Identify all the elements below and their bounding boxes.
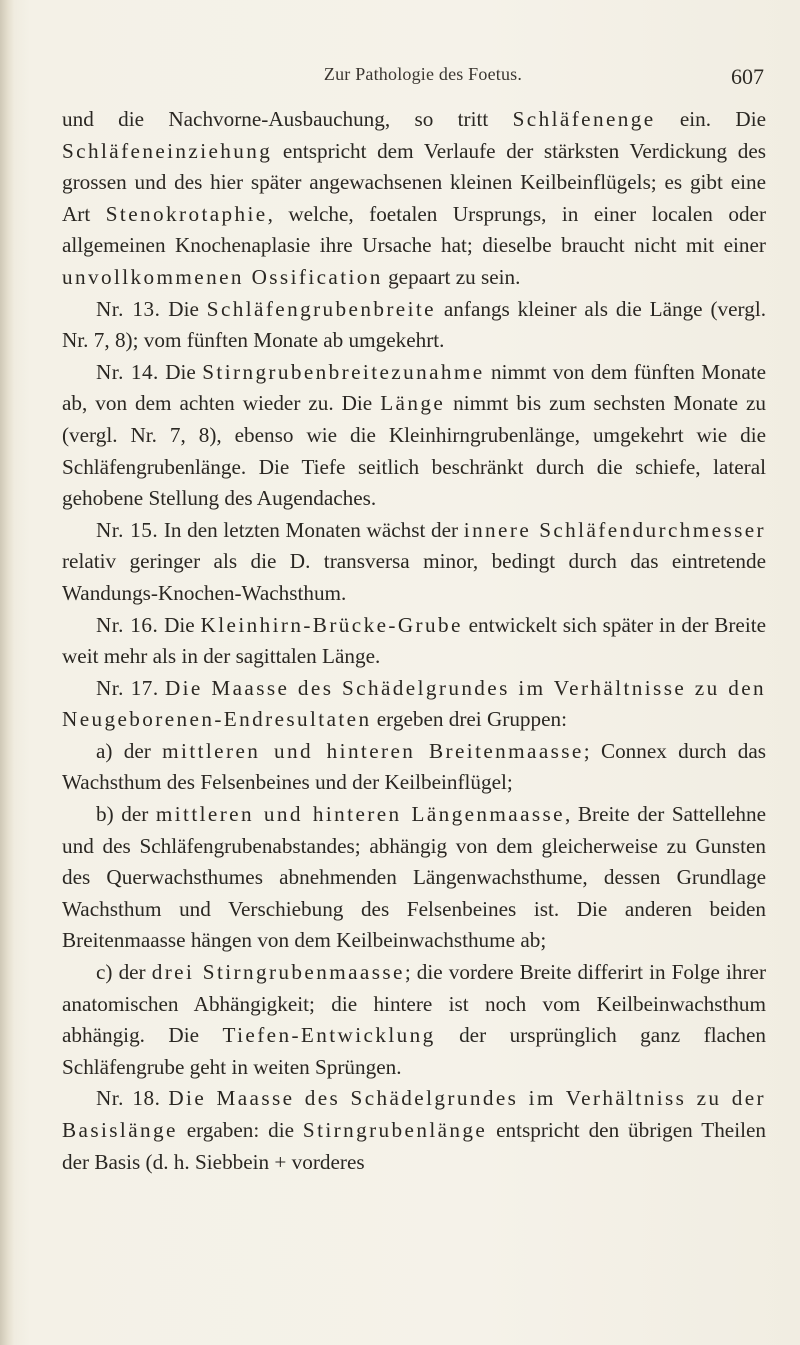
paragraph-nr-15: [62, 515, 766, 610]
text-run: entspricht dem Verlaufe der stärksten Verdickung des grossen und des hier später angewachsenen kleinen Keilbeinflügels; es gibt eine Art: [62, 138, 766, 226]
text-run: relativ geringer als die D. transversa minor, bedingt durch das eintretende Wandungs-Knochen-Wachsthum.: [62, 549, 766, 605]
spaced-emphasis-text: Länge: [380, 391, 446, 416]
text-run: ergaben: die: [177, 1118, 303, 1142]
text-run: , welche, foetalen Ursprungs, in einer localen oder allgemeinen Knochenaplasie ihre Ursache hat; dieselbe braucht nicht mit einer: [62, 201, 766, 258]
text-run: Nr. 14.: [96, 359, 159, 384]
spaced-emphasis-text: Schläfenenge: [512, 107, 656, 131]
text-run: anfangs kleiner als die Länge (vergl. Nr. 7, 8); vom fünften Monate ab umgekehrt.: [62, 296, 766, 353]
running-head: [78, 64, 768, 98]
spaced-emphasis-text: drei Stirngrubenmaasse: [151, 960, 405, 985]
paragraph-item-b: [62, 799, 766, 957]
paragraph-nr-17: [62, 673, 766, 736]
spaced-emphasis-text: Stenokrotaphie: [105, 201, 268, 226]
spaced-emphasis-text: innere Schläfendurchmesser: [463, 517, 766, 542]
text-run: gepaart zu sein.: [382, 264, 521, 289]
text-run: In den letzten Monaten wächst der: [158, 517, 464, 542]
page-number: 607: [731, 64, 764, 89]
text-run: Nr. 15.: [96, 517, 159, 542]
spaced-emphasis-text: Die Maasse des Schädelgrundes im Verhältnisse zu den Neugeborenen-Endresultaten: [62, 675, 766, 732]
text-run: , Breite der Sattellehne und des Schläfengrubenabstandes; abhängig von dem gleicherweise zu Gunsten des Querwachsthumes abnehmenden Längenwachsthume, dessen Grundlage Wachsthum und Verschiebung des Felsenbeines ist. Die anderen beiden Breitenmaasse hängen von dem Keilbeinwachsthume ab;: [62, 802, 766, 953]
spaced-emphasis-text: Stirngrubenbreitezunahme: [202, 359, 485, 384]
text-run: nimmt von dem fünften Monate ab, von dem achten wieder zu. Die: [62, 359, 767, 416]
text-run: entwickelt sich später in der Breite weit mehr als in der sagittalen Länge.: [62, 612, 767, 669]
spaced-emphasis-text: Stirngrubenlänge: [302, 1118, 488, 1142]
spaced-emphasis-text: mittleren und hinteren Längenmaasse: [155, 802, 565, 827]
binding-gutter: [0, 0, 14, 1345]
paragraph-nr-18: [62, 1083, 766, 1178]
text-run: der ursprünglich ganz flachen Schläfengrube geht in weiten Sprüngen.: [62, 1023, 766, 1079]
paragraph-nr-14: [62, 357, 766, 515]
spaced-emphasis-text: mittleren und hinteren Breitenmaasse: [162, 738, 584, 763]
paragraph-nr-16: [62, 610, 766, 673]
text-run: a) der: [96, 738, 163, 763]
spaced-emphasis-text: Die Maasse des Schädelgrundes im Verhältniss zu der Basislänge: [62, 1086, 766, 1142]
spaced-emphasis-text: Tiefen-Entwicklung: [222, 1023, 436, 1048]
text-run: ; die vordere Breite differirt in Folge ihrer anatomischen Abhängigkeit; die hintere ist noch vom Keilbeinwachsthum abhängig. Die: [62, 960, 767, 1048]
text-run: b) der: [96, 802, 156, 827]
text-run: ein. Die: [655, 107, 766, 131]
text-run: Nr. 17.: [96, 675, 159, 700]
text-run: Nr. 13.: [96, 296, 161, 321]
text-run: und die Nachvorne-Ausbauchung, so tritt: [62, 107, 513, 131]
spaced-emphasis-text: unvollkommenen Ossification: [62, 264, 383, 289]
paragraph-continuation: [62, 104, 766, 294]
paragraph-nr-13: [62, 294, 766, 357]
spaced-emphasis-text: Kleinhirn-Brücke-Grube: [200, 612, 463, 637]
text-run: Nr. 16.: [96, 612, 159, 637]
paragraph-item-a: [62, 736, 766, 799]
text-run: Nr. 18.: [96, 1086, 161, 1111]
text-run: c) der: [96, 960, 152, 985]
text-run: ergeben drei Gruppen:: [371, 707, 568, 732]
text-run: nimmt bis zum sechsten Monate zu (vergl. Nr. 7, 8), ebenso wie die Kleinhirngrubenlänge, umgekehrt wie die Schläfengrubenlänge. Die Tiefe seitlich beschränkt durch die schiefe, lateral gehobene Stellung des Augendaches.: [62, 391, 767, 511]
text-run: Die: [158, 359, 203, 384]
spaced-emphasis-text: Schläfengrubenbreite: [206, 296, 436, 321]
spaced-emphasis-text: Schläfeneinziehung: [62, 138, 273, 163]
body-text: [62, 104, 766, 1178]
running-head-title: Zur Pathologie des Foetus.: [323, 64, 523, 84]
text-run: entspricht den übrigen Theilen der Basis (d. h. Siebbein + vorderes: [62, 1118, 766, 1174]
paragraph-item-c: [62, 957, 766, 1083]
text-run: Die: [158, 612, 201, 637]
text-run: ; Connex durch das Wachsthum des Felsenbeines und der Keilbeinflügel;: [62, 738, 766, 795]
text-run: Die: [160, 296, 207, 321]
